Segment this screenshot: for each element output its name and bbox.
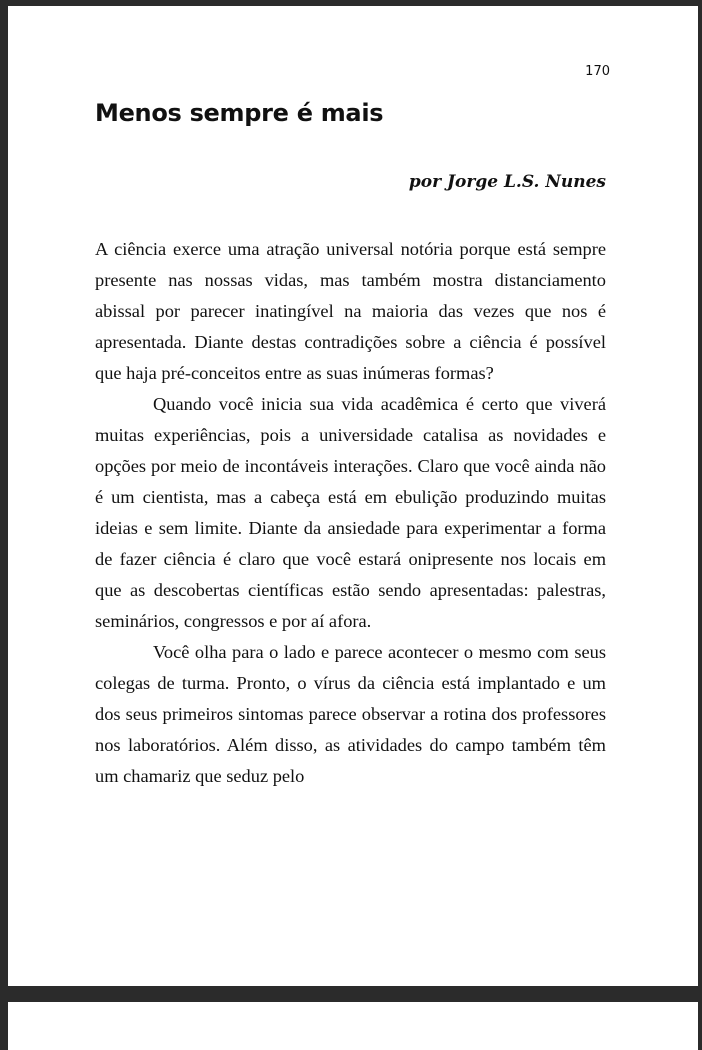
- paragraph-3: Você olha para o lado e parece acontecer o mesmo com seus colegas de turma. Pronto, o vírus da ciência está implantado e um dos seus primeiros sintomas parece observar a rotina dos professores nos laboratórios. Além disso, as atividades do campo também têm um chamariz que seduz pelo: [95, 642, 606, 786]
- body-text: [95, 234, 606, 792]
- author-byline: por Jorge L.S. Nunes: [408, 172, 606, 192]
- paragraph-2: Quando você inicia sua vida acadêmica é certo que viverá muitas experiências, pois a universidade catalisa as novidades e opções por meio de incontáveis interações. Claro que você ainda não é um cientista, mas a cabeça está em ebulição produzindo muitas ideias e sem limite. Diante da ansiedade para experimentar a forma de fazer ciência é claro que você estará onipresente nos locais em que as descobertas científicas estão sendo apresentadas: palestras, seminários, congressos e por aí afora.: [95, 394, 606, 631]
- document-page: [8, 6, 698, 986]
- chapter-title: Menos sempre é mais: [95, 99, 384, 127]
- paragraph-1: A ciência exerce uma atração universal notória porque está sempre presente nas nossas vidas, mas também mostra distanciamento abissal por parecer inatingível na maioria das vezes que nos é apresentada. Diante destas contradições sobre a ciência é possível que haja pré-conceitos entre as suas inúmeras formas?: [95, 239, 606, 383]
- page-number: 170: [585, 64, 610, 79]
- next-page-preview: [8, 1002, 698, 1050]
